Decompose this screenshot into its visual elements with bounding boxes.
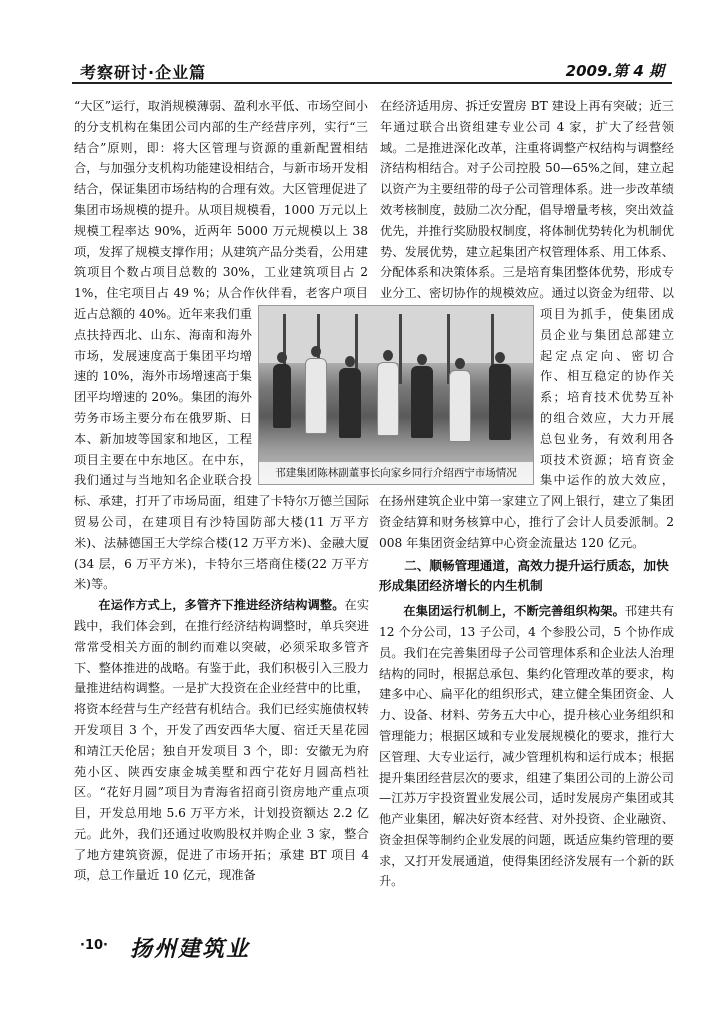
left-paragraph-2 [74,595,369,886]
right-paragraph-2 [379,601,674,892]
photo-person-head [383,350,393,361]
header-rule [72,82,672,84]
photo-person-head [277,352,287,363]
right-paragraph-1-text: 在经济适用房、拆迁安置房 BT 建设上再有突破；近三年通过联合出资组建专业公司 4 家，扩大了经营领域。二是推进深化改革，注重将调整产权结构与调整经济结构相结合。对子公司控股 50—65%之间，建立起以资产为主要纽带的母子公司管理体系。进一步改革绩效考核制度，鼓励二次分配，倡导增量考核，突出效益优先，并推行奖励股权制度，将体制优势转化为机制优势、发展优势，建立起集团产权管理体系、用工体系、分配体系和决策体系。三是培育集团整体优势，形成专业分工、密切协作的规模效应。通过以资金为纽带、以项目为抓手，使集团成员企业与集团总部建立起定点定向、密切合作、相互稳定的协作关系；培育技术优势互补的组合效应，大力开展总包业务，有效利用各项技术资源；培育资金集中运作的放大效应，在扬州建筑企业中第一家建立了网上银行，建立了集团资金结算和财务核算中心，推行了会计人员委派制。2008 年集团资金结算中心资金流量达 120 亿元。 [379,99,674,550]
photo-person-head [455,358,465,369]
photo-caption: 邗建集团陈林副董事长向家乡同行介绍西宁市场情况 [259,462,533,484]
photo-pole [399,314,402,384]
photo-person-head [417,354,427,365]
photo-person [273,364,291,428]
left-paragraph-2-text: 在实践中，我们体会到，在推行经济结构调整时，单兵突进常常受相关方面的制约而难以突破，必须采取多管齐下、整体推进的战略。有鉴于此，我们积极引入三股力量推进结构调整。一是扩大投资在企业经营中的比重，将资本经营与生产经营有机结合。我们已经实施债权转开发项目 3 个，开发了西安西华大厦、宿迁天星花园和靖江天伦居；独自开发项目 3 个，即：安徽无为府苑小区、陕西安康金城美墅和西宁花好月圆高档社区。“花好月圆”项目为青海省招商引资房地产重点项目，开发总用地 5.6 万平方米，计划投资额达 2.2 亿元。此外，我们还通过收购股权并购企业 3 家，整合了地方建筑资源，促进了市场开拓；承建 BT 项目 4 项，总工作量近 10 亿元，现准备 [74,598,370,883]
section-heading: 二、顺畅管理通道，高效力提升运行质态，加快形成集团经济增长的内生机制 [379,557,669,594]
section-title: 考察研讨·企业篇 [80,63,207,82]
photo-person [305,358,327,434]
left-paragraph-2-lead: 在运作方式上，多管齐下推进经济结构调整。 [98,598,345,613]
news-photo [258,305,534,485]
issue-label: 2009.第 4 期 [565,62,664,80]
right-paragraph-2-lead: 在集团运行机制上，不断完善组织构架。 [403,604,625,619]
photo-person [489,364,511,440]
page-header [72,56,672,84]
photo-person [449,370,471,442]
magazine-brand: 扬州建筑业 [130,936,251,962]
photo-person [339,368,361,438]
wrap-spacer [368,96,369,305]
photo-person-head [495,352,505,363]
right-column [379,96,674,892]
photo-person [377,362,399,436]
photo-person-head [345,356,355,367]
page-number: ·10· [80,938,108,953]
left-column [74,96,369,886]
photo-person-head [311,346,321,357]
left-paragraph-1-text: “大区”运行，取消规模薄弱、盈利水平低、市场空间小的分支机构在集团公司内部的生产经营序列，实行“三结合”原则，即：将大区管理与资源的重新配置相结合，与加强分支机构功能建设相结合，与新市场开发相结合，保证集团市场结构的合理有效。大区管理促进了集团市场规模的提升。从项目规模看，1000 万元以上规模工程率达 90%，近两年 5000 万元规模以上 38 项，发挥了规模支撑作用；从建筑产品分类看，公用建筑项目个数占项目总数的 30%，工业建筑项目占 21%，住宅项目占 49 %；从合作伙伴看，老客户项目近占总额的 40%。近年来我们重点扶持西北、山东、海南和海外市场，发展速度高于集团平均增速的 10%，海外市场增速高于集团平均增速的 20%。集团的海外劳务市场主要分布在俄罗斯、日本、新加坡等国家和地区，工程项目主要在中东地区。在中东，我们通过与当地知名企业联合投标、承建，打开了市场局面，组建了卡特尔万德兰国际贸易公司，在建项目有沙特国防部大楼(11 万平方米)、法赫德国王大学综合楼(12 万平方米)、金融大厦(34 层，6 万平方米)，卡特尔三塔商住楼(22 万平方米)等。 [74,99,369,592]
photo-person [411,366,433,438]
right-paragraph-2-text: 邗建共有 12 个分公司，13 子公司，4 个参股公司，5 个协作成员。我们在完善集团母子公司管理体系和企业法人治理结构的同时，根据总承包、集约化管理改革的要求，构建多中心、扁平化的组织形式，建立健全集团资金、人力、设备、材料、劳务五大中心，提升核心业务组织和管理能力；根据区域和专业发展规模化的要求，推行大区管理、大专业运行，减少管理机构和运行成本；根据提升集团经营层次的要求，组建了集团公司的上游公司—江苏万宇投资置业发展公司，适时发展房产集团或其他产业集团，解决好资本经营、对外投资、企业融资、资金担保等制约企业发展的问题，既适应集约管理的要求，又打开发展通道，使得集团经济发展有一个新的跃升。 [379,604,675,889]
